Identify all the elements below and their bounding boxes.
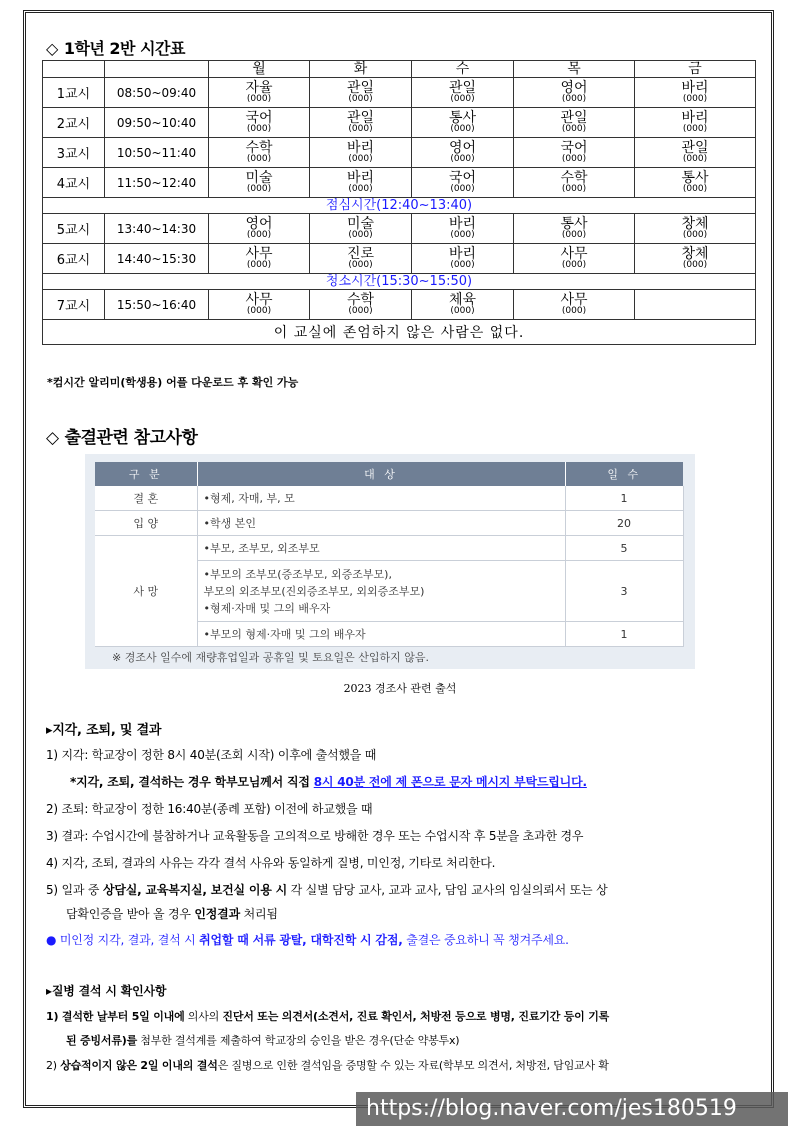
lunch-row <box>43 198 756 214</box>
subject-cell <box>209 244 310 274</box>
room-number: (000) <box>561 229 587 240</box>
subject-cell <box>635 290 756 320</box>
subject-name: 바리 <box>346 139 375 156</box>
period-cell: 7교시 <box>43 290 105 320</box>
subject-cell <box>635 168 756 198</box>
sick-bold: 상습적이지 않은 2일 이내의 결석 <box>60 1059 218 1072</box>
day-header: 화 <box>310 61 412 78</box>
days-cell: 1 <box>565 486 683 511</box>
room-number: (000) <box>561 183 587 194</box>
subject-cell <box>514 108 635 138</box>
room-number: (000) <box>561 93 587 104</box>
lunch-label: 점심시간(12:40~13:40) <box>43 198 756 214</box>
room-number: (000) <box>682 259 708 270</box>
subject-name: 국어 <box>560 139 588 156</box>
subject-name: 미술 <box>245 169 273 186</box>
rule-text: 처리됨 <box>239 907 278 921</box>
subject-name: 수학 <box>560 169 588 186</box>
sick-item <box>46 1057 609 1073</box>
sick-item <box>46 1008 609 1024</box>
subject-cell <box>514 138 635 168</box>
warning-text: 출결은 중요하니 꼭 챙겨주세요. <box>402 933 569 947</box>
sick-heading: ▸질병 결석 시 확인사항 <box>46 984 167 998</box>
subject-cell <box>209 168 310 198</box>
room-number: (000) <box>348 93 373 104</box>
rule-item: 3) 결과: 수업시간에 불참하거나 교육활동을 고의적으로 방해한 경우 또는 수업시작 후 5분을 초과한 경우 <box>46 829 584 843</box>
room-number: (000) <box>450 183 475 194</box>
target-cell <box>197 561 565 622</box>
subject-cell <box>310 214 412 244</box>
sick-bold: 진단서 또는 의견서(소견서, 진료 확인서, 처방전 등으로 병명, 진료기간 등이 기록 <box>222 1010 610 1023</box>
subject-name: 바리 <box>448 215 477 232</box>
sick-text: 의사의 <box>184 1010 223 1023</box>
rule-item: 2) 조퇴: 학교장이 정한 16:40분(종례 포함) 이전에 하교했을 때 <box>46 802 373 816</box>
target-cell: •학생 본인 <box>197 511 565 536</box>
time-cell: 14:40~15:30 <box>105 244 209 274</box>
subject-cell <box>412 78 514 108</box>
room-number: (000) <box>348 305 373 316</box>
room-number: (000) <box>450 123 475 134</box>
time-cell: 08:50~09:40 <box>105 78 209 108</box>
room-number: (000) <box>348 153 373 164</box>
subject-cell <box>635 214 756 244</box>
timetable-row <box>43 244 756 274</box>
timetable-row <box>43 108 756 138</box>
room-number: (000) <box>246 123 272 134</box>
sick-text: 2) <box>46 1059 61 1072</box>
target-line: •형제·자매 및 그의 배우자 <box>203 601 331 615</box>
room-number: (000) <box>450 93 475 104</box>
warning-bold: 취업할 때 서류 광탈, 대학진학 시 감점, <box>199 933 403 947</box>
subject-cell <box>514 290 635 320</box>
subject-cell <box>209 108 310 138</box>
room-number: (000) <box>246 229 272 240</box>
room-number: (000) <box>561 259 587 270</box>
subject-name: 통사 <box>560 215 588 232</box>
subject-cell <box>635 244 756 274</box>
rule-item: 4) 지각, 조퇴, 결과의 사유는 각각 결석 사유와 동일하게 질병, 미인정, 기타로 처리한다. <box>46 856 496 870</box>
period-cell: 4교시 <box>43 168 105 198</box>
day-header: 목 <box>514 61 635 78</box>
subject-name: 사무 <box>560 245 588 262</box>
room-number: (000) <box>348 259 373 270</box>
room-number: (000) <box>246 183 272 194</box>
subject-cell <box>514 78 635 108</box>
room-number: (000) <box>450 305 475 316</box>
blog-watermark: https://blog.naver.com/jes180519 <box>356 1092 788 1126</box>
target-cell: •형제, 자매, 부, 모 <box>197 486 565 511</box>
subject-name: 관일 <box>346 79 375 96</box>
subject-name: 진로 <box>346 245 375 262</box>
rules-heading: ▸지각, 조퇴, 및 결과 <box>46 723 162 738</box>
attendance-row <box>95 511 683 536</box>
subject-name: 관일 <box>560 109 588 126</box>
header-target: 대 상 <box>197 462 565 486</box>
header-days: 일 수 <box>565 462 683 486</box>
subject-cell <box>209 290 310 320</box>
warning-line <box>46 931 569 948</box>
cleaning-label: 청소시간(15:30~15:50) <box>43 274 756 290</box>
cleaning-row <box>43 274 756 290</box>
subject-name: 사무 <box>245 291 273 308</box>
subject-name: 사무 <box>560 291 588 308</box>
rule-text: 담확인증을 받아 올 경우 <box>66 907 195 921</box>
time-cell: 15:50~16:40 <box>105 290 209 320</box>
subject-name: 관일 <box>346 109 375 126</box>
subject-name: 영어 <box>560 79 588 96</box>
subject-cell <box>209 78 310 108</box>
rule-note-highlight: 8시 40분 전에 제 폰으로 문자 메시지 부탁드립니다. <box>313 775 587 789</box>
sick-item-cont <box>66 1032 459 1048</box>
room-number: (000) <box>561 305 587 316</box>
room-number: (000) <box>348 183 373 194</box>
subject-cell <box>635 78 756 108</box>
attendance-title: ◇ 출결관련 참고사항 <box>46 428 198 448</box>
subject-cell <box>310 78 412 108</box>
attendance-row <box>95 536 683 561</box>
subject-cell <box>412 168 514 198</box>
diamond-icon: ◇ <box>46 39 58 58</box>
subject-name: 수학 <box>346 291 375 308</box>
subject-name: 통사 <box>681 169 709 186</box>
diamond-icon: ◇ <box>46 428 59 448</box>
sick-text: 은 질병으로 인한 결석임을 증명할 수 있는 자료(학부모 의견서, 처방전, 담임교사 확 <box>217 1059 609 1072</box>
room-number: (000) <box>682 93 708 104</box>
target-cell: •부모, 조부모, 외조부모 <box>197 536 565 561</box>
subject-name: 사무 <box>245 245 273 262</box>
timetable-row <box>43 138 756 168</box>
timetable-row <box>43 214 756 244</box>
room-number: (000) <box>682 153 708 164</box>
target-cell: •부모의 형제·자매 및 그의 배우자 <box>197 622 565 647</box>
room-number: (000) <box>450 153 475 164</box>
subject-name: 관일 <box>448 79 477 96</box>
subject-cell <box>310 244 412 274</box>
room-number: (000) <box>682 229 708 240</box>
time-cell: 10:50~11:40 <box>105 138 209 168</box>
subject-name: 국어 <box>245 109 273 126</box>
room-number: (000) <box>246 305 272 316</box>
days-cell: 1 <box>565 622 683 647</box>
period-cell: 5교시 <box>43 214 105 244</box>
category-cell: 사 망 <box>95 536 197 647</box>
room-number: (000) <box>450 259 475 270</box>
timetable-header-row <box>43 61 756 78</box>
warning-text: ● 미인정 지각, 결과, 결석 시 <box>46 933 200 947</box>
rule-text: 5) 일과 중 <box>46 883 103 897</box>
room-number: (000) <box>246 153 272 164</box>
sick-bold: 된 증빙서류)를 <box>66 1034 138 1047</box>
subject-cell <box>514 168 635 198</box>
room-number: (000) <box>561 153 587 164</box>
time-cell: 09:50~10:40 <box>105 108 209 138</box>
subject-cell <box>310 168 412 198</box>
days-cell: 5 <box>565 536 683 561</box>
timetable-title: ◇ 1학년 2반 시간표 <box>46 39 185 58</box>
subject-cell <box>635 108 756 138</box>
subject-cell <box>412 138 514 168</box>
subject-name: 창체 <box>681 245 709 262</box>
time-cell: 13:40~14:30 <box>105 214 209 244</box>
category-cell: 결 혼 <box>95 486 197 511</box>
subject-cell <box>514 244 635 274</box>
attendance-header-row <box>95 462 683 486</box>
subject-name: 국어 <box>448 169 477 186</box>
room-number: (000) <box>682 183 708 194</box>
period-cell: 3교시 <box>43 138 105 168</box>
target-line: 부모의 외조부모(진외증조부모, 외외증조부모) <box>203 584 425 598</box>
rule-item <box>46 881 607 898</box>
time-cell: 11:50~12:40 <box>105 168 209 198</box>
subject-cell <box>412 214 514 244</box>
days-cell: 3 <box>565 561 683 622</box>
timetable <box>42 60 756 345</box>
timetable-row <box>43 78 756 108</box>
rule-item: 1) 지각: 학교장이 정한 8시 40분(조회 시작) 이후에 출석했을 때 <box>46 748 377 762</box>
attendance-footnote: ※ 경조사 일수에 재량휴업일과 공휴일 및 토요일은 산입하지 않음. <box>112 651 429 664</box>
rule-text: 각 실별 담당 교사, 교과 교사, 담임 교사의 임실의뢰서 또는 상 <box>287 883 608 897</box>
sick-text: 첨부한 결석계를 제출하여 학교장의 승인을 받은 경우(단순 약봉투x) <box>137 1034 460 1047</box>
room-number: (000) <box>561 123 587 134</box>
app-note: *컴시간 알리미(학생용) 어플 다운로드 후 확인 가능 <box>47 376 299 389</box>
room-number: (000) <box>246 93 272 104</box>
timetable-row <box>43 168 756 198</box>
motto-text: 이 교실에 존엄하지 않은 사람은 없다. <box>43 320 756 345</box>
subject-name: 바리 <box>346 169 375 186</box>
days-cell: 20 <box>565 511 683 536</box>
attendance-table <box>95 462 684 647</box>
header-category: 구 분 <box>95 462 197 486</box>
subject-cell <box>310 138 412 168</box>
motto-row <box>43 320 756 345</box>
subject-name: 영어 <box>448 139 477 156</box>
rule-note-text: *지각, 조퇴, 결석하는 경우 학부모님께서 직접 <box>70 775 314 789</box>
room-number: (000) <box>348 229 373 240</box>
day-header: 금 <box>635 61 756 78</box>
subject-name: 바리 <box>448 245 477 262</box>
day-header: 월 <box>209 61 310 78</box>
rule-item-cont <box>66 905 278 922</box>
target-line: •부모의 조부모(증조부모, 외증조부모), <box>203 567 392 581</box>
header-blank <box>43 61 105 78</box>
subject-cell <box>514 214 635 244</box>
subject-cell <box>412 108 514 138</box>
room-number: (000) <box>246 259 272 270</box>
room-number: (000) <box>450 229 475 240</box>
period-cell: 1교시 <box>43 78 105 108</box>
subject-name: 자율 <box>245 79 273 96</box>
rule-note <box>70 773 587 790</box>
subject-cell <box>412 290 514 320</box>
category-cell: 입 양 <box>95 511 197 536</box>
rule-bold: 인정결과 <box>194 907 240 921</box>
subject-name: 바리 <box>681 79 709 96</box>
subject-cell <box>635 138 756 168</box>
subject-name: 영어 <box>245 215 273 232</box>
room-number: (000) <box>348 123 373 134</box>
subject-cell <box>310 290 412 320</box>
subject-cell <box>310 108 412 138</box>
subject-name: 관일 <box>681 139 709 156</box>
period-cell: 6교시 <box>43 244 105 274</box>
subject-name: 창체 <box>681 215 709 232</box>
attendance-row <box>95 486 683 511</box>
subject-cell <box>209 214 310 244</box>
period-cell: 2교시 <box>43 108 105 138</box>
subject-name: 수학 <box>245 139 273 156</box>
subject-cell <box>412 244 514 274</box>
header-blank <box>105 61 209 78</box>
subject-name: 체육 <box>448 291 477 308</box>
timetable-row <box>43 290 756 320</box>
day-header: 수 <box>412 61 514 78</box>
table-caption: 2023 경조사 관련 출석 <box>343 682 457 695</box>
rule-bold: 상담실, 교육복지실, 보건실 이용 시 <box>102 883 288 897</box>
subject-cell <box>209 138 310 168</box>
subject-name: 바리 <box>681 109 709 126</box>
subject-name: 통사 <box>448 109 477 126</box>
sick-bold: 1) 결석한 날부터 5일 이내에 <box>46 1010 185 1023</box>
room-number: (000) <box>682 123 708 134</box>
subject-name: 미술 <box>346 215 375 232</box>
